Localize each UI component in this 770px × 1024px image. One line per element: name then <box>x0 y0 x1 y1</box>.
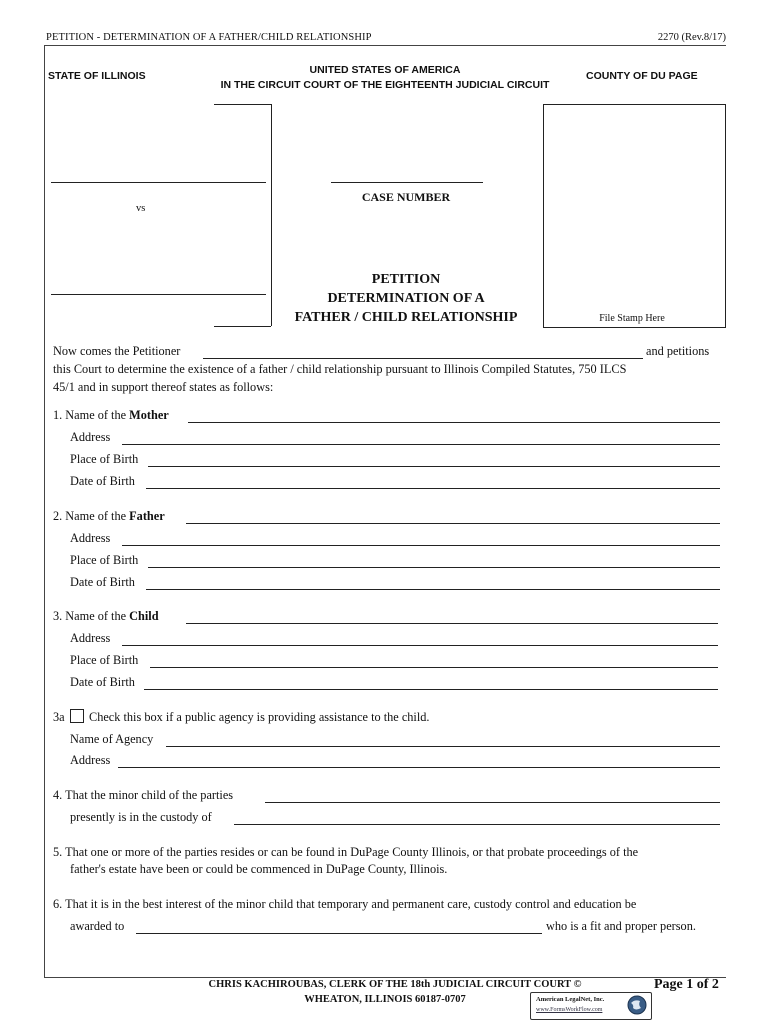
mother-pob-field[interactable] <box>148 452 720 467</box>
father-dob-field[interactable] <box>146 575 720 590</box>
plaintiff-name-field[interactable] <box>51 168 266 183</box>
father-address-label: Address <box>70 531 111 545</box>
party-box-top <box>214 104 271 105</box>
child-address-label: Address <box>70 631 111 645</box>
child-pob-field[interactable] <box>150 653 718 668</box>
mother-dob-label: Date of Birth <box>70 474 135 488</box>
party-box-side <box>271 104 272 326</box>
form-number: 2270 (Rev.8/17) <box>657 32 726 43</box>
intro-suffix: and petitions <box>646 344 710 358</box>
form-title: PETITION - DETERMINATION OF A FATHER/CHILD RELATIONSHIP <box>46 32 372 43</box>
father-pob-field[interactable] <box>148 553 720 568</box>
child-name-field[interactable] <box>186 609 718 624</box>
agency-name-label: Name of Agency <box>70 732 154 746</box>
public-agency-checkbox[interactable] <box>70 709 84 723</box>
custody-field[interactable] <box>234 810 720 825</box>
item-3a-number: 3a <box>53 710 65 724</box>
intro-line-3: 45/1 and in support thereof states as follows: <box>53 380 274 394</box>
agency-address-label: Address <box>70 753 111 767</box>
bottom-rule <box>44 977 726 978</box>
clerk-name: CHRIS KACHIROUBAS, CLERK OF THE 18th JUDICIAL CIRCUIT COURT © <box>208 979 582 990</box>
vs-label: vs <box>136 203 146 214</box>
state-label: STATE OF ILLINOIS <box>48 70 146 82</box>
item-4-line-2: presently is in the custody of <box>70 810 212 824</box>
father-name-field[interactable] <box>186 509 720 524</box>
item-5-line-1: 5. That one or more of the parties resides or can be found in DuPage County Illinois, or that probate proceedings of the <box>53 845 639 859</box>
agency-name-field[interactable] <box>166 732 720 747</box>
father-label: 2. Name of the Father <box>53 509 165 523</box>
father-address-field[interactable] <box>122 531 720 546</box>
clerk-address: WHEATON, ILLINOIS 60187-0707 <box>304 994 466 1005</box>
mother-dob-field[interactable] <box>146 474 720 489</box>
globe-icon <box>627 995 647 1015</box>
intro-prefix: Now comes the Petitioner <box>53 344 181 358</box>
petition-title: PETITION <box>371 272 441 287</box>
child-dob-field[interactable] <box>144 675 718 690</box>
page-number: Page 1 of 2 <box>654 977 719 992</box>
country-label: UNITED STATES OF AMERICA <box>309 64 461 76</box>
agency-address-field[interactable] <box>118 753 720 768</box>
minor-child-field[interactable] <box>265 788 720 803</box>
petition-subtitle-1: DETERMINATION OF A <box>327 291 485 306</box>
top-rule <box>44 45 726 46</box>
item-6-line-1: 6. That it is in the best interest of the minor child that temporary and permanent care, custody control and education be <box>53 897 637 911</box>
petition-subtitle-2: FATHER / CHILD RELATIONSHIP <box>294 310 518 325</box>
father-pob-label: Place of Birth <box>70 553 139 567</box>
left-rule <box>44 45 45 977</box>
mother-address-field[interactable] <box>122 430 720 445</box>
item-4-line-1: 4. That the minor child of the parties <box>53 788 234 802</box>
file-stamp-box <box>543 104 726 328</box>
case-number-label: CASE NUMBER <box>361 190 451 204</box>
awarded-to-field[interactable] <box>136 919 542 934</box>
child-label: 3. Name of the Child <box>53 609 159 623</box>
case-number-field[interactable] <box>331 168 483 183</box>
child-dob-label: Date of Birth <box>70 675 135 689</box>
item-5-line-2: father's estate have been or could be commenced in DuPage County, Illinois. <box>70 862 448 876</box>
logo-name: American LegalNet, Inc. <box>536 996 605 1003</box>
party-box-bottom <box>214 326 271 327</box>
child-pob-label: Place of Birth <box>70 653 139 667</box>
public-agency-text: Check this box if a public agency is providing assistance to the child. <box>89 710 430 724</box>
item-6-suffix: who is a fit and proper person. <box>546 919 696 933</box>
county-label: COUNTY OF DU PAGE <box>586 70 698 82</box>
court-label: IN THE CIRCUIT COURT OF THE EIGHTEENTH JUDICIAL CIRCUIT <box>220 79 550 91</box>
mother-label: 1. Name of the Mother <box>53 408 169 422</box>
petitioner-name-field[interactable] <box>203 344 643 359</box>
father-dob-label: Date of Birth <box>70 575 135 589</box>
item-6-prefix: awarded to <box>70 919 125 933</box>
mother-name-field[interactable] <box>188 408 720 423</box>
defendant-name-field[interactable] <box>51 280 266 295</box>
file-stamp-label: File Stamp Here <box>599 313 665 324</box>
mother-pob-label: Place of Birth <box>70 452 139 466</box>
intro-line-2: this Court to determine the existence of a father / child relationship pursuant to Illinois Compiled Statutes, 750 ILCS <box>53 362 627 376</box>
publisher-logo <box>530 992 652 1020</box>
child-address-field[interactable] <box>122 631 718 646</box>
mother-address-label: Address <box>70 430 111 444</box>
logo-url: www.FormsWorkFlow.com <box>536 1007 603 1013</box>
